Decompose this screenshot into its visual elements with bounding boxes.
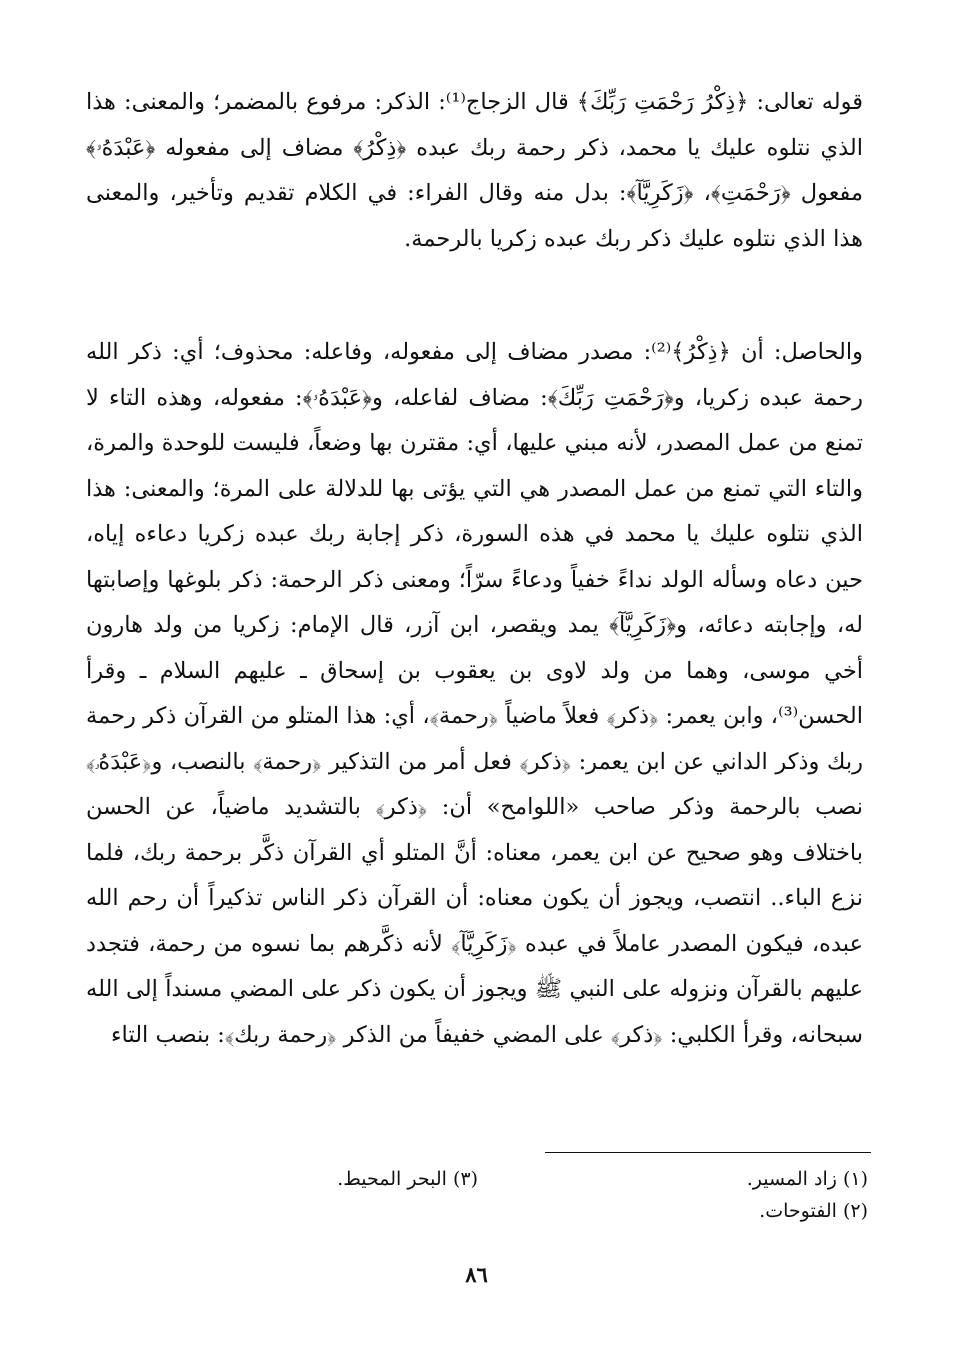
page-number: ٨٦	[465, 1262, 488, 1287]
body-paragraph-2	[86, 330, 863, 1058]
paragraph-2-text: والحاصل: أن ﴿ذِكْرُ﴾⁽²⁾: مصدر مضاف إلى مفعوله، وفاعله: محذوف؛ أي: ذكر الله رحمة عبده زكريا، و﴿رَحْمَتِ رَبِّكَ﴾: مضاف لفاعله، و﴿عَبْدَهُۥ﴾: مفعوله، وهذه التاء لا تمنع من عمل المصدر، لأنه مبني عليها، أي: مقترن بها وضعاً، فليست للوحدة والمرة، والتاء التي تمنع من عمل المصدر هي التي يؤتى بها للدلالة على المرة؛ والمعنى: هذا الذي نتلوه عليك يا محمد في هذه السورة، ذكر إجابة ربك عبده زكريا دعاءه إياه، حين دعاه وسأله الولد نداءً خفياً ودعاءً سرّاً؛ ومعنى ذكر الرحمة: ذكر بلوغها وإصابتها له، وإجابته دعائه، و﴿زَكَرِيَّآ﴾ يمد ويقصر، ابن آزر، قال الإمام: زكريا من ولد هارون أخي موسى، وهما من ولد لاوى بن يعقوب بن إسحاق ـ عليهم السلام ـ وقرأ الحسن⁽³⁾، وابن يعمر: ﴿ذكر﴾ فعلاً ماضياً ﴿رحمة﴾، أي: هذا المتلو من القرآن ذكر رحمة ربك وذكر الداني عن ابن يعمر: ﴿ذكر﴾ فعل أمر من التذكير ﴿رحمة﴾ بالنصب، و﴿عَبْدَهُۥ﴾ نصب بالرحمة وذكر صاحب «اللوامح» أن: ﴿ذكر﴾ بالتشديد ماضياً، عن الحسن باختلاف وهو صحيح عن ابن يعمر، معناه: أنَّ المتلو أي القرآن ذكَّر برحمة ربك، فلما نزع الباء.. انتصب، ويجوز أن يكون معناه: أن القرآن ذكر الناس تذكيراً أن رحم الله عبده، فيكون المصدر عاملاً في عبده ﴿زَكَرِيَّآ﴾ لأنه ذكَّرهم بما نسوه من رحمة، فتجدد عليهم بالقرآن ونزوله على النبي ﷺ ويجوز أن يكون ذكر على المضي مسنداً إلى الله سبحانه، وقرأ الكلبي: ﴿ذكر﴾ على المضي خفيفاً من الذكر ﴿رحمة ربك﴾: بنصب التاء	[86, 339, 863, 1048]
footnote-row	[200, 1163, 868, 1195]
footnote-separator	[545, 1152, 871, 1153]
footnotes	[200, 1163, 868, 1227]
footnote-row	[200, 1195, 868, 1227]
footnote-3: (٣) البحر المحيط.	[337, 1168, 478, 1190]
footnote-1: (١) زاد المسير.	[746, 1168, 868, 1190]
footnote-2: (٢) الفتوحات.	[759, 1200, 868, 1222]
paragraph-1-text: قوله تعالى: ﴿ذِكْرُ رَحْمَتِ رَبِّكَ﴾ قال الزجاج⁽¹⁾: الذكر: مرفوع بالمضمر؛ والمعنى: هذا الذي نتلوه عليك يا محمد، ذكر رحمة ربك عبده ﴿ذِكْرُ﴾ مضاف إلى مفعوله ﴿عَبْدَهُۥ﴾ مفعول ﴿رَحْمَتِ﴾، ﴿زَكَرِيَّآ﴾: بدل منه وقال الفراء: في الكلام تقديم وتأخير، والمعنى هذا الذي نتلوه عليك ذكر ربك عبده زكريا بالرحمة.	[86, 89, 863, 252]
body-paragraph-1	[86, 80, 863, 262]
